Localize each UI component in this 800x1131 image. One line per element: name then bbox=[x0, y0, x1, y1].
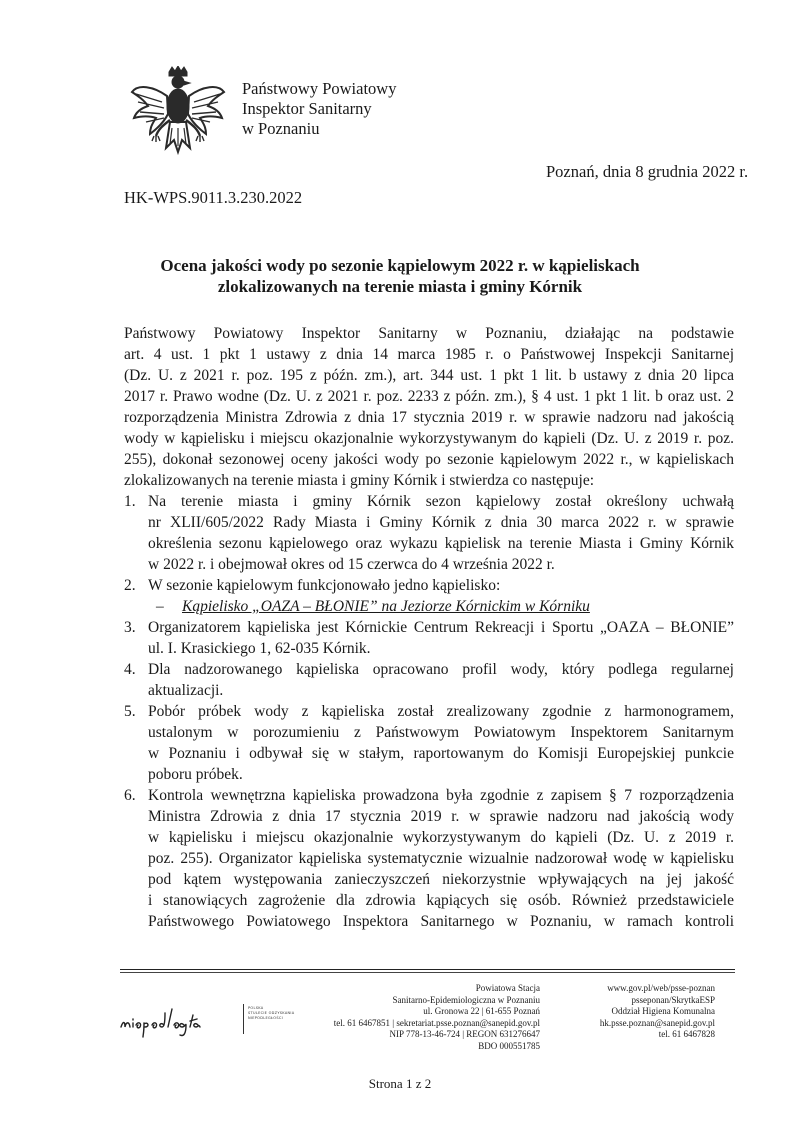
text-line: 2017 r. Prawo wodne (Dz. U. z 2021 r. poz. 2233 z późn. zm.), § 4 ust. 1 pkt 1 lit. b oraz ust. 2 bbox=[124, 388, 734, 405]
logo-caption-line: STULECIE ODZYSKANIA bbox=[248, 1011, 295, 1015]
item-number: 2. bbox=[124, 577, 136, 594]
text-line: W sezonie kąpielowym funkcjonowało jedno kąpielisko: bbox=[148, 577, 501, 594]
contact-line: tel. 61 6467828 bbox=[658, 1029, 715, 1039]
title-line: Ocena jakości wody po sezonie kąpielowym 2022 r. w kąpieliskach bbox=[160, 256, 640, 275]
text-line: Państwowy Powiatowy Inspektor Sanitarny w Poznaniu, działając na podstawie bbox=[124, 325, 734, 342]
document-date: Poznań, dnia 8 grudnia 2022 r. bbox=[546, 162, 749, 181]
document-body bbox=[124, 323, 734, 932]
contact-line: BDO 000551785 bbox=[478, 1040, 540, 1051]
text-line: nr XLII/605/2022 Rady Miasta i Gminy Kórnik z dnia 30 marca 2022 r. w sprawie bbox=[148, 514, 734, 531]
list-item bbox=[124, 617, 734, 659]
contact-line: ul. Gronowa 22 | 61-655 Poznań bbox=[423, 1006, 540, 1016]
footer-divider bbox=[120, 969, 735, 970]
text-line: rozporządzenia Ministra Zdrowia z dnia 17 stycznia 2019 r. w sprawie nadzoru nad jakością bbox=[124, 409, 734, 426]
item-number: 5. bbox=[124, 703, 136, 720]
footer-divider bbox=[120, 972, 735, 973]
bathing-area-entry bbox=[148, 596, 734, 617]
text-line: poz. 255). Organizator kąpieliska systematycznie wizualnie nadzorował wodę w kąpielisku bbox=[148, 850, 734, 867]
contact-line: NIP 778-13-46-724 | REGON 631276647 bbox=[389, 1029, 540, 1039]
contact-line: psseponan/SkrytkaESP bbox=[631, 994, 715, 1005]
department-contact bbox=[560, 983, 715, 1041]
phone-number: tel. 61 6467851 bbox=[333, 1017, 391, 1028]
bathing-area-name: Kąpielisko „OAZA – BŁONIE” na Jeziorze Kórnickim w Kórniku bbox=[182, 598, 590, 615]
logo-caption bbox=[248, 1006, 294, 1021]
list-item bbox=[124, 659, 734, 701]
text-line: w kąpielisku i miejscu okazjonalnie wykorzystywanym do kąpieli (Dz. U. z 2019 r. bbox=[148, 829, 734, 846]
list-item bbox=[124, 575, 734, 617]
text-line: 255), dokonał sezonowej oceny jakości wody po sezonie kąpielowym 2022 r., w kąpieliskach bbox=[124, 451, 734, 468]
contact-line: Powiatowa Stacja bbox=[475, 983, 540, 993]
text-line: aktualizacji. bbox=[148, 682, 224, 699]
contact-line: Oddział Higiena Komunalna bbox=[611, 1006, 715, 1016]
title-line: zlokalizowanych na terenie miasta i gminy Kórnik bbox=[217, 277, 583, 296]
email-link[interactable]: hk.psse.poznan@sanepid.gov.pl bbox=[599, 1017, 715, 1028]
text-line: Kontrola wewnętrzna kąpieliska prowadzona była zgodnie z zapisem § 7 rozporządzenia bbox=[148, 787, 734, 804]
text-line: zlokalizowanych na terenie miasta i gminy Kórnik i stwierdza co następuje: bbox=[124, 472, 595, 489]
text-line: Dla nadzorowanego kąpieliska opracowano profil wody, który podlega regularnej bbox=[148, 661, 734, 678]
logo-divider bbox=[243, 1004, 244, 1034]
independence-centenary-logo-icon bbox=[118, 1003, 243, 1039]
item-number: 6. bbox=[124, 787, 136, 804]
text-line: wody w kąpielisku i miejscu okazjonalnie wykorzystywanym do kąpieli (Dz. U. z 2019 r. poz. bbox=[124, 430, 734, 447]
text-line: w Poznaniu i odbywał się w stałym, raportowanym do Komisji Europejskiej punkcie bbox=[148, 745, 734, 762]
list-item bbox=[124, 701, 734, 785]
page-number: Strona 1 z 2 bbox=[368, 1076, 432, 1091]
text-line: określenia sezonu kąpielowego oraz wykazu kąpielisk na terenie Miasta i Gminy Kórnik bbox=[148, 535, 734, 552]
text-line: ustalonym w porozumieniu z Państwowym Powiatowym Inspektorem Sanitarnym bbox=[148, 724, 734, 741]
authority-line: Państwowy Powiatowy bbox=[242, 79, 397, 98]
item-number: 1. bbox=[124, 493, 136, 510]
text-line: Państwowego Powiatowego Inspektora Sanitarnego w Poznaniu, w ramach kontroli bbox=[148, 913, 734, 930]
text-line: w 2022 r. i obejmował okres od 15 czerwca do 4 września 2022 r. bbox=[148, 556, 555, 573]
text-line: Na terenie miasta i gminy Kórnik sezon kąpielowy został określony uchwałą bbox=[148, 493, 734, 510]
authority-line: Inspektor Sanitarny bbox=[242, 99, 372, 118]
text-line: poboru próbek. bbox=[148, 766, 243, 783]
item-number: 4. bbox=[124, 661, 136, 678]
text-line: Ministra Zdrowia z dnia 17 stycznia 2019 r. w sprawie nadzoru nad jakością wody bbox=[148, 808, 734, 825]
authority-line: w Poznaniu bbox=[242, 119, 320, 138]
text-line: (Dz. U. z 2021 r. poz. 195 z późn. zm.), art. 344 ust. 1 pkt 1 lit. b ustawy z dnia 20 lipca bbox=[124, 367, 734, 384]
website-link[interactable]: www.gov.pl/web/psse-poznan bbox=[607, 983, 715, 993]
text-line: pod kątem występowania zanieczyszczeń niekorzystnie wpływających na jej jakość bbox=[148, 871, 734, 888]
logo-caption-line: NIEPODLEGŁOŚCI bbox=[248, 1016, 283, 1020]
logo-caption-line: POLSKA bbox=[248, 1006, 264, 1010]
findings-list bbox=[124, 491, 734, 932]
document-title bbox=[100, 255, 700, 297]
contact-line: tel. 61 6467851 | sekretariat.psse.poznan@sanepid.gov.pl bbox=[333, 1017, 540, 1028]
text-line: Organizatorem kąpieliska jest Kórnickie Centrum Rekreacji i Sportu „OAZA – BŁONIE” bbox=[148, 619, 734, 636]
contact-line: Sanitarno-Epidemiologiczna w Poznaniu bbox=[392, 994, 540, 1005]
lead-paragraph bbox=[124, 323, 734, 491]
reference-number: HK-WPS.9011.3.230.2022 bbox=[124, 188, 303, 207]
text-line: ul. I. Krasickiego 1, 62-035 Kórnik. bbox=[148, 640, 371, 657]
list-item bbox=[124, 491, 734, 575]
item-number: 3. bbox=[124, 619, 136, 636]
list-item bbox=[124, 785, 734, 932]
station-contact bbox=[318, 983, 540, 1052]
text-line: Pobór próbek wody z kąpieliska został zrealizowany zgodnie z harmonogramem, bbox=[148, 703, 734, 720]
polish-eagle-emblem-icon bbox=[128, 66, 228, 162]
text-line: i stanowiących zagrożenie dla zdrowia kąpiących się osób. Również przedstawiciele bbox=[148, 892, 734, 909]
email-link[interactable]: sekretariat.psse.poznan@sanepid.gov.pl bbox=[396, 1017, 540, 1028]
authority-name bbox=[242, 79, 396, 139]
dash-bullet: – bbox=[156, 598, 164, 615]
text-line: art. 4 ust. 1 pkt 1 ustawy z dnia 14 marca 1985 r. o Państwowej Inspekcji Sanitarnej bbox=[124, 346, 734, 363]
